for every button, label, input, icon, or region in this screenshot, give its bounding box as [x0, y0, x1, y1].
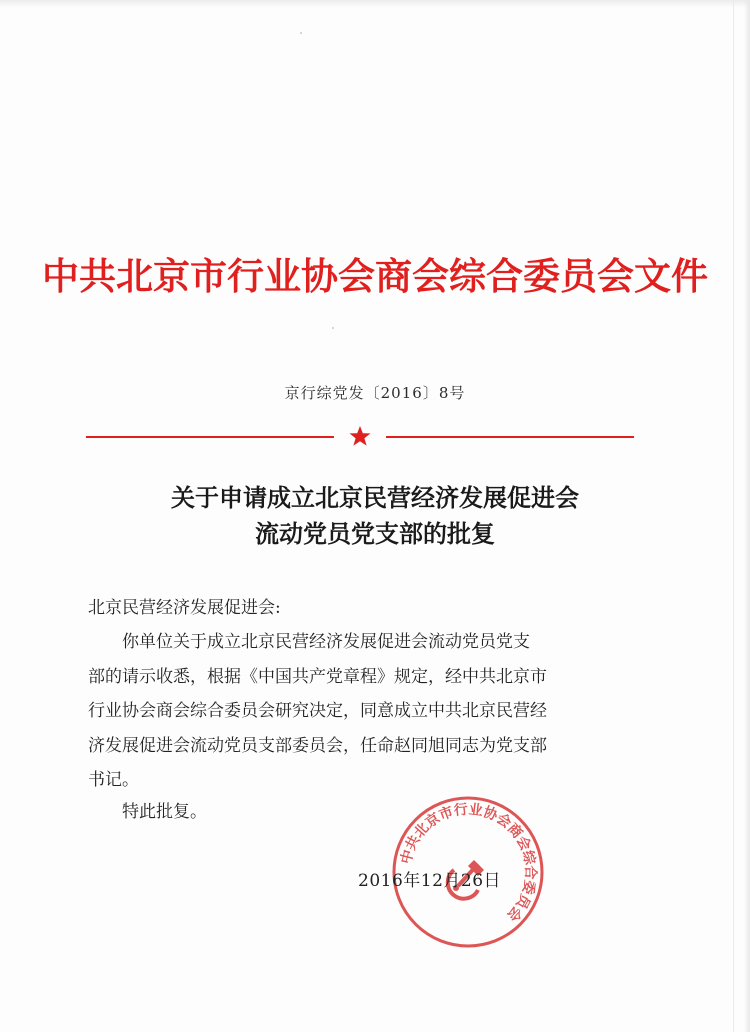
body-line: 书记。 [88, 770, 139, 790]
organization-title: 中共北京市行业协会商会综合委员会文件 [42, 254, 708, 298]
document-title [0, 480, 750, 552]
body-line: 济发展促进会流动党员支部委员会，任命赵同旭同志为党支部 [88, 735, 547, 756]
document-title-line-2: 流动党员党支部的批复 [255, 519, 495, 548]
body-line: 部的请示收悉，根据《中国共产党章程》规定，经中共北京市 [88, 666, 547, 687]
separator-line-left [86, 436, 334, 438]
scan-edge-top [0, 0, 750, 8]
scan-speck [300, 32, 302, 34]
document-title-line-1: 关于申请成立北京民营经济发展促进会 [171, 483, 579, 512]
body-paragraph [88, 625, 610, 798]
closing-remark: 特此批复。 [122, 802, 207, 822]
scan-speck [332, 327, 334, 329]
separator-line-right [386, 436, 634, 438]
issue-date: 2016年12月26日 [358, 871, 502, 891]
red-separator [86, 425, 634, 447]
addressee: 北京民营经济发展促进会: [88, 598, 281, 618]
document-number: 京行综党发〔2016〕8号 [284, 384, 466, 402]
seal-text: 中共北京市行业协会商会综合委员会 [398, 801, 539, 924]
body-line: 行业协会商会综合委员会研究决定，同意成立中共北京民营经 [88, 701, 547, 721]
body-line: 你单位关于成立北京民营经济发展促进会流动党员党支 [122, 632, 530, 652]
star-icon [348, 425, 372, 447]
